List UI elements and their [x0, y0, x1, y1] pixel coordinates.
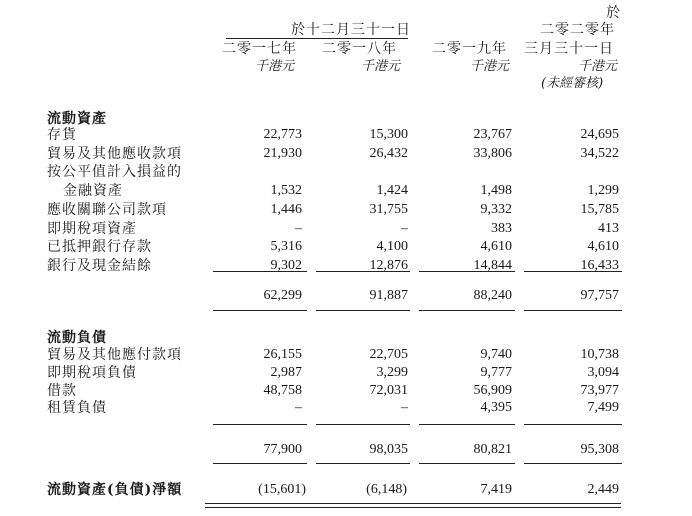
header-year-2020: 二零二零年 — [540, 22, 615, 38]
row-value: 1,498 — [480, 183, 512, 199]
row-value: 31,755 — [369, 201, 408, 217]
row-value: 24,695 — [580, 127, 619, 142]
row-value: 10,738 — [580, 347, 619, 362]
row-label: 借款 — [47, 382, 77, 399]
row-value: – — [295, 220, 302, 236]
header-col-2019: 二零一九年 — [432, 41, 507, 57]
double-underline — [205, 503, 621, 504]
row-value: 9,332 — [480, 201, 512, 217]
liab-total-2019: 80,821 — [473, 442, 512, 457]
header-as-at: 於 — [606, 5, 621, 21]
subtotal-rule — [213, 424, 307, 425]
liab-total-2018: 98,035 — [369, 442, 408, 457]
subtotal-rule — [213, 271, 307, 272]
double-underline — [205, 507, 621, 508]
row-value: 1,532 — [270, 183, 302, 199]
assets-total-2019: 88,240 — [473, 288, 512, 303]
row-value: 16,433 — [580, 257, 619, 273]
subtotal-rule — [316, 271, 410, 272]
total-rule — [524, 463, 622, 464]
net-2019: 7,419 — [480, 482, 512, 497]
row-value: 9,740 — [480, 347, 512, 362]
row-value: 413 — [598, 220, 619, 236]
row-label: 已抵押銀行存款 — [47, 239, 152, 256]
net-2020: 2,449 — [587, 482, 619, 497]
total-rule — [524, 310, 622, 311]
row-value: – — [295, 400, 302, 416]
header-span-rule — [226, 38, 408, 39]
subtotal-rule — [419, 271, 515, 272]
row-value: 383 — [491, 220, 512, 236]
unit-col-2019: 千港元 — [470, 59, 510, 74]
total-rule — [316, 310, 410, 311]
assets-total-2018: 91,887 — [369, 288, 408, 303]
row-value: 2,987 — [270, 364, 302, 380]
row-value: 12,876 — [369, 257, 408, 273]
row-value: 26,432 — [369, 145, 408, 161]
row-value: – — [401, 400, 408, 416]
row-label: 即期稅項資產 — [47, 220, 137, 237]
row-value: 15,300 — [369, 127, 408, 142]
row-value: – — [401, 220, 408, 236]
row-value: 1,424 — [376, 183, 408, 199]
row-value: 3,299 — [376, 364, 408, 380]
net-current-label: 流動資產(負債)淨額 — [47, 482, 183, 498]
row-value: 1,299 — [587, 183, 619, 199]
row-value: 33,806 — [473, 145, 512, 161]
row-value: 4,610 — [480, 239, 512, 255]
row-value: 22,773 — [263, 127, 302, 142]
row-label: 銀行及現金結餘 — [47, 257, 152, 274]
net-2017: (15,601) — [258, 482, 306, 497]
total-rule — [213, 463, 307, 464]
row-label: 存貨 — [47, 127, 77, 143]
unit-col-2017: 千港元 — [255, 59, 295, 74]
assets-total-2020: 97,757 — [580, 288, 619, 303]
row-label: 即期稅項負債 — [47, 364, 137, 381]
header-col-2020: 三月三十一日 — [524, 41, 614, 57]
assets-total-2017: 62,299 — [263, 288, 302, 303]
net-2018: (6,148) — [366, 482, 407, 497]
total-rule — [316, 463, 410, 464]
subtotal-rule — [524, 271, 622, 272]
unaudited-note: (未經審核) — [541, 76, 604, 91]
row-value: 23,767 — [473, 127, 512, 142]
row-value: 14,844 — [473, 257, 512, 273]
liab-total-2020: 95,308 — [580, 442, 619, 457]
row-value: 26,155 — [263, 347, 302, 362]
header-col-2018: 二零一八年 — [322, 41, 397, 57]
row-label: 貿易及其他應付款項 — [47, 347, 182, 363]
row-value: 9,302 — [270, 257, 302, 273]
row-value: 56,909 — [473, 382, 512, 398]
subtotal-rule — [316, 424, 410, 425]
row-value: 21,930 — [263, 145, 302, 161]
row-value: 3,094 — [587, 364, 619, 380]
row-value: 15,785 — [580, 201, 619, 217]
total-rule — [213, 310, 307, 311]
total-rule — [419, 463, 515, 464]
row-value: 22,705 — [369, 347, 408, 362]
total-rule — [419, 310, 515, 311]
row-value: 34,522 — [580, 145, 619, 161]
row-value: 48,758 — [263, 382, 302, 398]
subtotal-rule — [419, 424, 515, 425]
header-col-2017: 二零一七年 — [222, 41, 297, 57]
row-label: 金融資產 — [63, 183, 123, 200]
row-value: 4,100 — [376, 239, 408, 255]
row-label: 按公平值計入損益的 — [47, 164, 182, 181]
row-value: 72,031 — [369, 382, 408, 398]
liab-total-2017: 77,900 — [263, 442, 302, 457]
row-value: 9,777 — [480, 364, 512, 380]
unit-col-2020: 千港元 — [578, 59, 618, 74]
row-label: 租賃負債 — [47, 400, 107, 417]
subtotal-rule — [524, 424, 622, 425]
row-label: 應收關聯公司款項 — [47, 201, 167, 218]
row-value: 4,610 — [587, 239, 619, 255]
current-assets-title: 流動資產 — [47, 111, 107, 127]
row-value: 4,395 — [480, 400, 512, 416]
row-label: 貿易及其他應收款項 — [47, 145, 182, 162]
row-value: 7,499 — [587, 400, 619, 416]
header-as-at-dec31: 於十二月三十一日 — [291, 22, 411, 38]
row-value: 73,977 — [580, 382, 619, 398]
unit-col-2018: 千港元 — [361, 59, 401, 74]
current-liabilities-title: 流動負債 — [47, 330, 107, 346]
row-value: 5,316 — [270, 239, 302, 255]
row-value: 1,446 — [270, 201, 302, 217]
